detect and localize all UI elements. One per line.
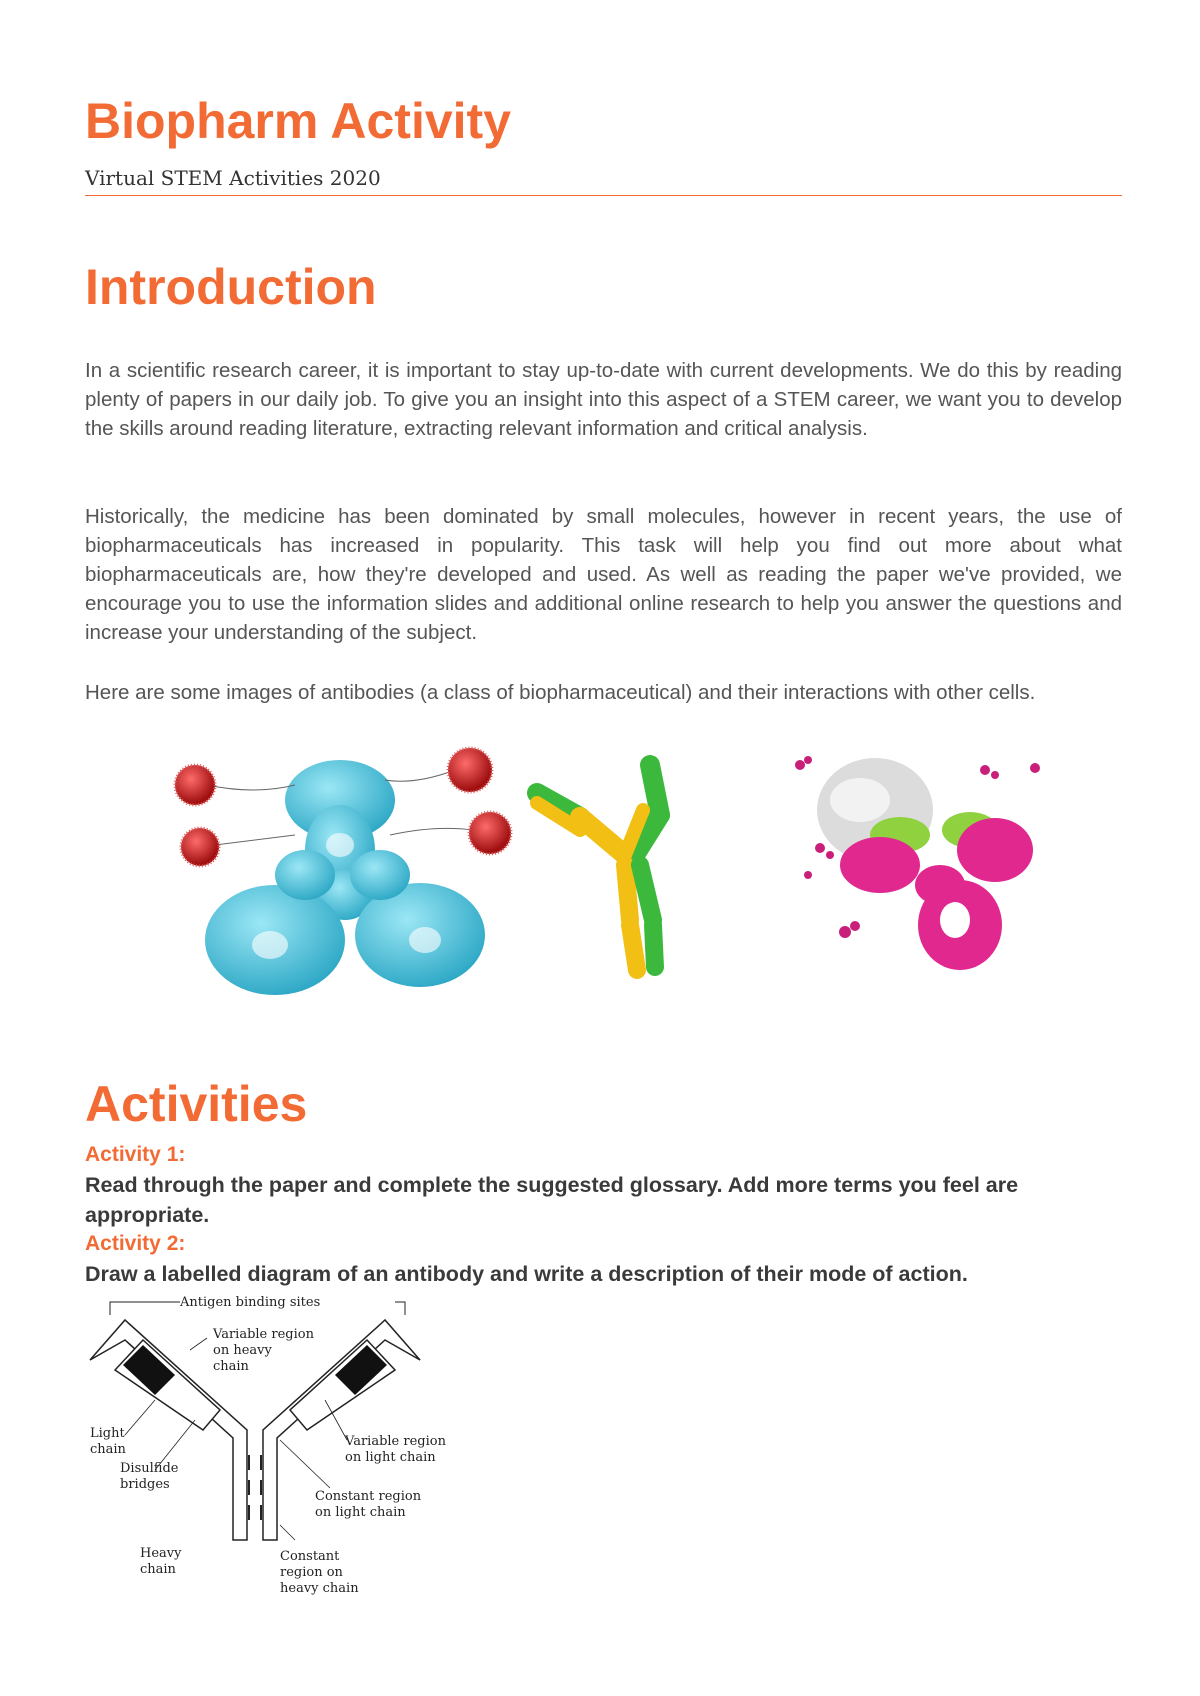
- activity-2-text: Draw a labelled diagram of an antibody and write a description of their mode of action.: [85, 1262, 968, 1286]
- label-disulfide-bridges-line2: bridges: [120, 1477, 170, 1492]
- intro-paragraph: Historically, the medicine has been dominated by small molecules, however in recent years, the use of biopharmaceuticals has increased in popularity. This task will help you find out more about what biopharmaceuticals are, how they're developed and used. As well as reading the paper we've provided, we encourage you to use the information slides and additional online research to help you answer the questions and increase your understanding of the subject.: [85, 505, 1122, 644]
- label-constant-light: Constant region: [315, 1489, 422, 1504]
- label-antigen-binding-sites: Antigen binding sites: [180, 1295, 321, 1310]
- intro-paragraph: Here are some images of antibodies (a class of biopharmaceutical) and their interactions with other cells.: [85, 681, 1036, 704]
- label-light-chain-line2: chain: [90, 1442, 126, 1457]
- label-heavy-chain: Heavy: [140, 1546, 182, 1561]
- label-variable-light: Variable region: [345, 1434, 446, 1449]
- label-constant-heavy: Constant: [280, 1549, 340, 1564]
- intro-paragraph: In a scientific research career, it is important to stay up-to-date with current developments. We do this by reading plenty of papers in our daily job. To give you an insight into this aspect of a STEM career, we want you to develop the skills around reading literature, extracting relevant information and critical analysis.: [85, 359, 1122, 440]
- activity-1-label: Activity 1:: [85, 1143, 186, 1166]
- antibody-cell-interaction-image: [790, 750, 1060, 995]
- label-variable-heavy-line3: chain: [213, 1359, 249, 1374]
- label-variable-heavy: Variable region: [213, 1327, 314, 1342]
- label-heavy-chain-line2: chain: [140, 1562, 176, 1577]
- document-title: Biopharm Activity: [85, 93, 512, 149]
- title-divider: [85, 195, 1122, 196]
- label-constant-heavy-line3: heavy chain: [280, 1581, 359, 1596]
- activities-heading: Activities: [85, 1076, 308, 1132]
- label-light-chain: Light: [90, 1426, 125, 1441]
- antibody-with-virus-particles-image: [155, 745, 525, 1010]
- activity-1-text: Read through the paper and complete the suggested glossary. Add more terms you feel are appropriate.: [85, 1173, 1019, 1227]
- introduction-heading: Introduction: [85, 259, 377, 315]
- label-constant-light-line2: on light chain: [315, 1505, 406, 1520]
- label-variable-light-line2: on light chain: [345, 1450, 436, 1465]
- label-constant-heavy-line2: region on: [280, 1565, 343, 1580]
- activity-2-label: Activity 2:: [85, 1232, 186, 1255]
- antibody-labelled-diagram: [85, 1290, 485, 1620]
- antibody-yellow-green-image: [525, 755, 715, 985]
- label-disulfide-bridges: Disulfide: [120, 1461, 179, 1476]
- document-subtitle: Virtual STEM Activities 2020: [85, 166, 381, 190]
- label-variable-heavy-line2: on heavy: [213, 1343, 272, 1358]
